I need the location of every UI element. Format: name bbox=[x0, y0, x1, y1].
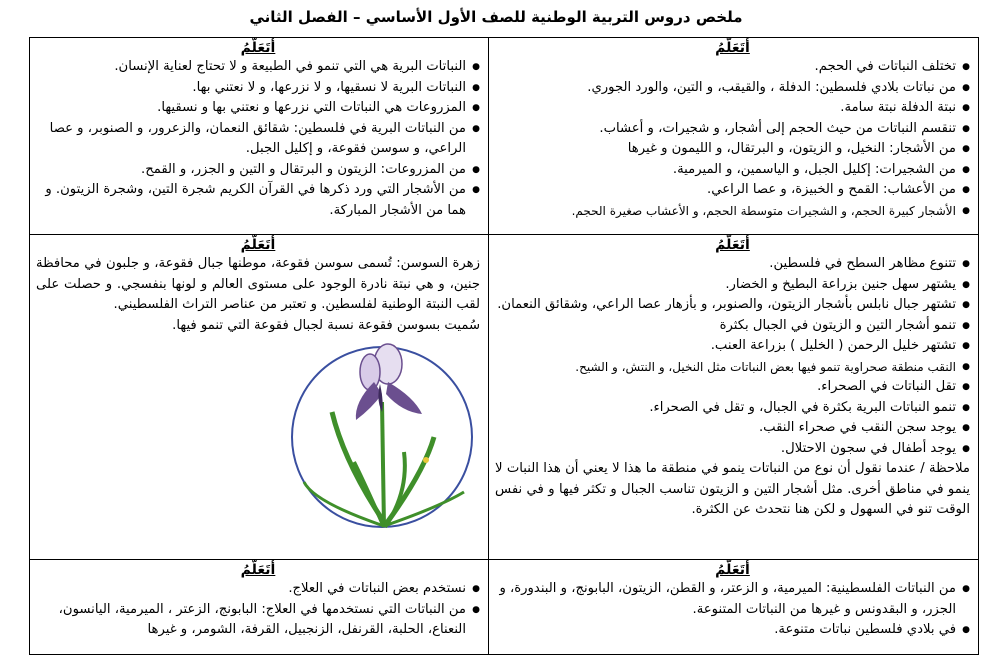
list-item: ● النقب منطقة صحراوية تنمو فيها بعض النباتات مثل النخيل، و النتش، و الشيح. bbox=[495, 357, 956, 378]
summary-table bbox=[29, 37, 979, 655]
list-item: ● يوجد أطفال في سجون الاحتلال. bbox=[495, 439, 956, 460]
list-item: ● يوجد سجن النقب في صحراء النقب. bbox=[495, 418, 956, 439]
list-item: ● تقل النباتات في الصحراء. bbox=[495, 377, 956, 398]
learn-heading: أَتَعَلَّمُ bbox=[240, 562, 276, 578]
bullet-list bbox=[36, 57, 480, 221]
list-item: ● في بلادي فلسطين نباتات متنوعة. bbox=[495, 620, 956, 641]
list-item: ● تشتهر جبال نابلس بأشجار الزيتون، والصنوبر، و بأزهار عصا الراعي، وشقائق النعمان. bbox=[495, 295, 956, 316]
cell-medicinal-plants bbox=[30, 560, 489, 655]
table-row bbox=[30, 560, 979, 655]
bullet-list bbox=[495, 254, 970, 459]
list-item: ● النباتات البرية لا نسقيها، و لا نزرعها، و لا نعتني بها. bbox=[36, 78, 466, 99]
list-item: ● من النباتات الفلسطينية: الميرمية، و الزعتر، و القطن، الزيتون، البابونج، و البندورة، و الجزر، و البقدونس و غيرها من النباتات المتنوعة. bbox=[495, 579, 956, 620]
list-item: ● نبتة الدفلة نبتة سامة. bbox=[495, 98, 956, 119]
cell-plant-variety bbox=[489, 560, 979, 655]
table-row bbox=[30, 235, 979, 560]
cell-surface-features bbox=[489, 235, 979, 560]
list-item: ● المزروعات هي النباتات التي نزرعها و نعتني بها و نسقيها. bbox=[36, 98, 466, 119]
list-item: ● تنقسم النباتات من حيث الحجم إلى أشجار، و شجيرات، و أعشاب. bbox=[495, 119, 956, 140]
bullet-list bbox=[36, 579, 480, 641]
iris-flower-icon bbox=[284, 342, 480, 532]
cell-iris-flower bbox=[30, 235, 489, 560]
learn-heading: أَتَعَلَّمُ bbox=[240, 237, 276, 253]
list-item: ● تتنوع مظاهر السطح في فلسطين. bbox=[495, 254, 956, 275]
iris-paragraph: زهرة السوسن: تُسمى سوسن فقوعة، موطنها جبال فقوعة، و جلبون في محافظة جنين، و هي نبتة نادرة الوجود على مستوى العالم و لونها بنفسجي. و حصلت على لقب النبتة الوطنية لفلسطين. و تعتبر من عناصر التراث الفلسطيني. bbox=[36, 256, 480, 312]
list-item: ● من الأعشاب: القمح و الخبيزة، و عصا الراعي. bbox=[495, 180, 956, 201]
list-item: ● تختلف النباتات في الحجم. bbox=[495, 57, 956, 78]
list-item: ● يشتهر سهل جنين بزراعة البطيخ و الخضار. bbox=[495, 275, 956, 296]
list-item: ● من الشجيرات: إكليل الجبل، و الياسمين، و الميرمية. bbox=[495, 160, 956, 181]
list-item: ● تشتهر خليل الرحمن ( الخليل ) بزراعة العنب. bbox=[495, 336, 956, 357]
list-item: ● الأشجار كبيرة الحجم، و الشجيرات متوسطة الحجم، و الأعشاب صغيرة الحجم. bbox=[495, 201, 956, 222]
learn-heading: أَتَعَلَّمُ bbox=[715, 562, 750, 578]
list-item: ● تنمو النباتات البرية بكثرة في الجبال، و تقل في الصحراء. bbox=[495, 398, 956, 419]
list-item: ● تنمو أشجار التين و الزيتون في الجبال بكثرة bbox=[495, 316, 956, 337]
iris-caption: سُميت بسوسن فقوعة نسبة لجبال فقوعة التي تنمو فيها. bbox=[172, 317, 480, 333]
bullet-list bbox=[495, 57, 970, 221]
learn-heading: أَتَعَلَّمُ bbox=[715, 237, 750, 253]
document-title: ملخص دروس التربية الوطنية للصف الأول الأساسي – الفصل الثاني bbox=[249, 8, 743, 26]
list-item: ● من النباتات التي نستخدمها في العلاج: البابونج، الزعتر ، الميرمية، اليانسون، النعناع، الحلبة، القرنفل، الزنجبيل، القرفة، الشومر، و غيرها bbox=[36, 600, 466, 641]
flower-illustration bbox=[284, 342, 480, 532]
learn-heading: أَتَعَلَّمُ bbox=[715, 40, 750, 56]
list-item: ● من المزروعات: الزيتون و البرتقال و التين و الجزر، و القمح. bbox=[36, 160, 466, 181]
bullet-list bbox=[495, 579, 970, 641]
cell-plant-sizes bbox=[489, 38, 979, 235]
list-item: ● من الأشجار التي ورد ذكرها في القرآن الكريم شجرة التين، وشجرة الزيتون. و هما من الأشجار المباركة. bbox=[36, 180, 466, 221]
cell-wild-plants bbox=[30, 38, 489, 235]
list-item: ● من الأشجار: النخيل، و الزيتون، و البرتقال، و الليمون و غيرها bbox=[495, 139, 956, 160]
note-paragraph: ملاحظة / عندما نقول أن نوع من النباتات ينمو في منطقة ما هذا لا يعني أن هذا النبات لا ينمو في مناطق أخرى. مثل أشجار التين و الزيتون تناسب الجبال و تكثر فيها و في نفس الوقت تنو في السهول و لكن هنا نتحدث عن الكثرة. bbox=[495, 461, 970, 517]
learn-heading: أَتَعَلَّمُ bbox=[240, 40, 276, 56]
list-item: ● من نباتات بلادي فلسطين: الدفلة ، والقيقب، و التين، والورد الجوري. bbox=[495, 78, 956, 99]
list-item: ● من النباتات البرية في فلسطين: شقائق النعمان، والزعرور، و الصنوبر، و عصا الراعي، و سوسن فقوعة، و إكليل الجبل. bbox=[36, 119, 466, 160]
list-item: ● نستخدم بعض النباتات في العلاج. bbox=[36, 579, 466, 600]
table-row bbox=[30, 38, 979, 235]
list-item: ● النباتات البرية هي التي تنمو في الطبيعة و لا تحتاج لعناية الإنسان. bbox=[36, 57, 466, 78]
